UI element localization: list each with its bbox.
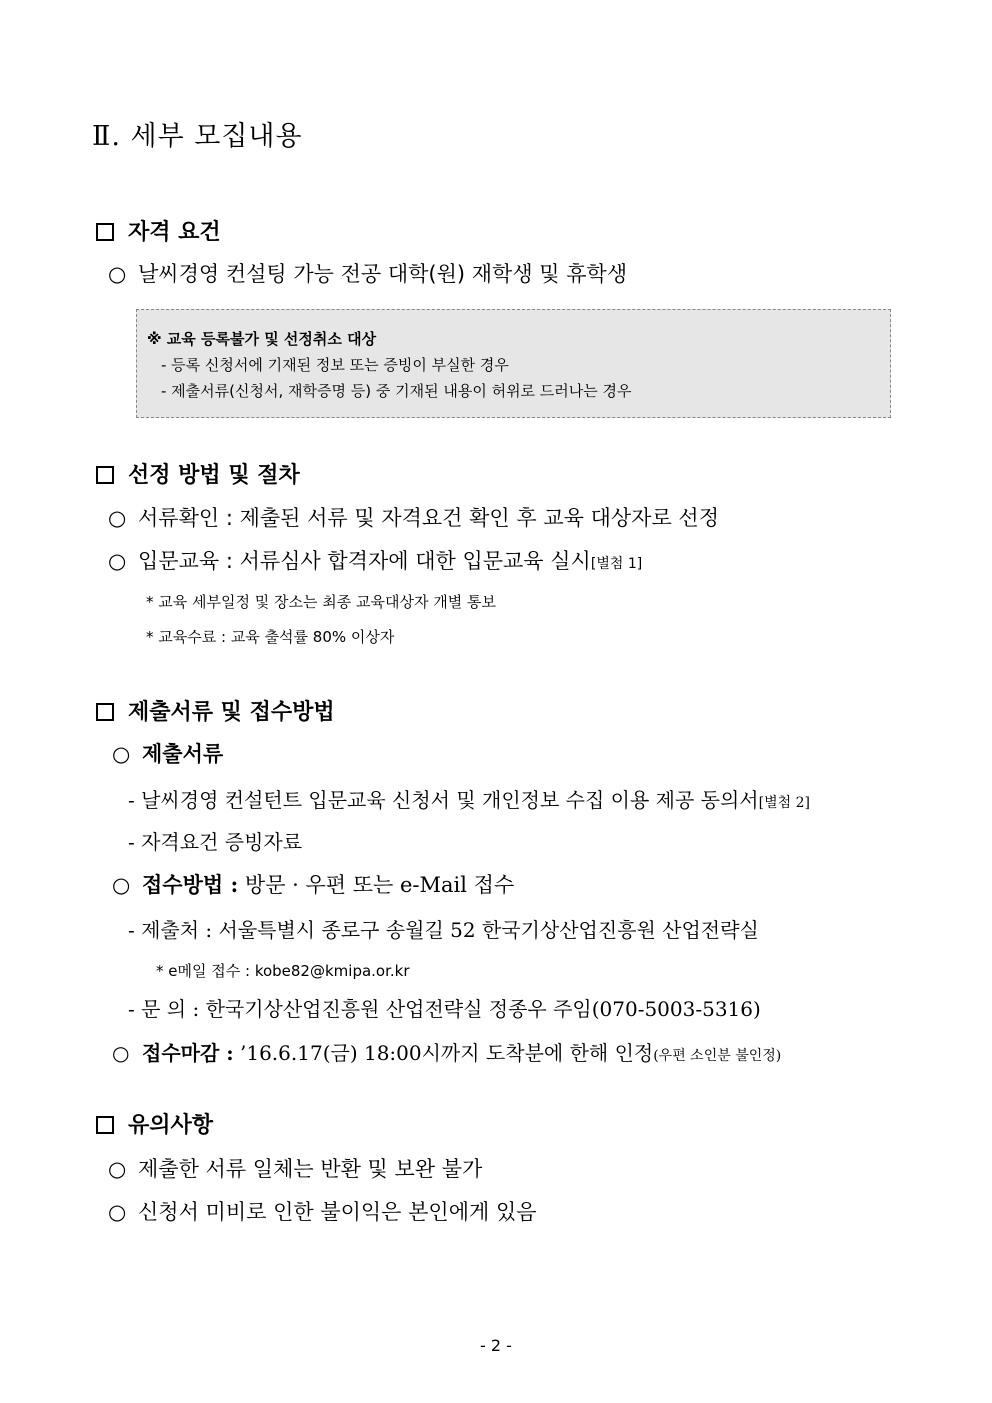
email-note: * e메일 접수 : kobe82@kmipa.or.kr [156, 962, 410, 980]
submit-to-line: - 제출처 : 서울특별시 종로구 송월길 52 한국기상산업진흥원 산업전략실 [128, 918, 759, 942]
circle-bullet-icon: ○ [112, 1041, 130, 1065]
docs-heading: ○ 제출서류 [112, 742, 224, 766]
notes-item: ○ 제출한 서류 일체는 반환 및 보완 불가 [108, 1157, 483, 1181]
circle-bullet-icon: ○ [112, 742, 131, 766]
circle-bullet-icon: ○ [108, 506, 127, 530]
circle-bullet-icon: ○ [112, 873, 131, 897]
notes-item: ○ 신청서 미비로 인한 불이익은 본인에게 있음 [108, 1200, 537, 1224]
circle-bullet-icon: ○ [108, 262, 127, 286]
section-heading-qualification: 자격 요건 [96, 215, 221, 246]
circle-bullet-icon: ○ [108, 1157, 127, 1181]
checkbox-square-icon [96, 1116, 114, 1134]
selection-item: ○ 서류확인 : 제출된 서류 및 자격요건 확인 후 교육 대상자로 선정 [108, 506, 719, 530]
notice-title: ※ 교육 등록불가 및 선정취소 대상 [147, 330, 377, 348]
document-title: Ⅱ. 세부 모집내용 [92, 121, 303, 152]
selection-note: * 교육수료 : 교육 출석률 80% 이상자 [146, 628, 395, 646]
notice-line: - 제출서류(신청서, 재학증명 등) 중 기재된 내용이 허위로 드러나는 경우 [161, 382, 632, 400]
section-heading-selection: 선정 방법 및 절차 [96, 458, 300, 489]
checkbox-square-icon [96, 466, 114, 484]
page-number: - 2 - [480, 1336, 512, 1355]
circle-bullet-icon: ○ [108, 549, 127, 573]
section-heading-notes: 유의사항 [96, 1108, 213, 1139]
docs-item: - 날씨경영 컨설턴트 입문교육 신청서 및 개인정보 수집 이용 제공 동의서[별첨 2] [128, 788, 810, 812]
selection-note: * 교육 세부일정 및 장소는 최종 교육대상자 개별 통보 [146, 593, 496, 611]
inquiry-line: - 문 의 : 한국기상산업진흥원 산업전략실 정종우 주임(070-5003-5316) [128, 997, 761, 1021]
deadline-line: ○ 접수마감 : ’16.6.17(금) 18:00시까지 도착분에 한해 인정(우편 소인분 불인정) [112, 1041, 782, 1065]
checkbox-square-icon [96, 703, 114, 721]
circle-bullet-icon: ○ [108, 1200, 127, 1224]
notice-line: - 등록 신청서에 기재된 정보 또는 증빙이 부실한 경우 [161, 356, 509, 374]
method-line: ○ 접수방법 : 방문 · 우편 또는 e-Mail 접수 [112, 872, 515, 897]
selection-item: ○ 입문교육 : 서류심사 합격자에 대한 입문교육 실시[별첨 1] [108, 549, 643, 573]
section-heading-submission: 제출서류 및 접수방법 [96, 695, 335, 726]
docs-item: - 자격요건 증빙자료 [128, 830, 303, 854]
checkbox-square-icon [96, 223, 114, 241]
qualification-item: ○ 날씨경영 컨설팅 가능 전공 대학(원) 재학생 및 휴학생 [108, 262, 628, 286]
notice-box [136, 309, 891, 418]
